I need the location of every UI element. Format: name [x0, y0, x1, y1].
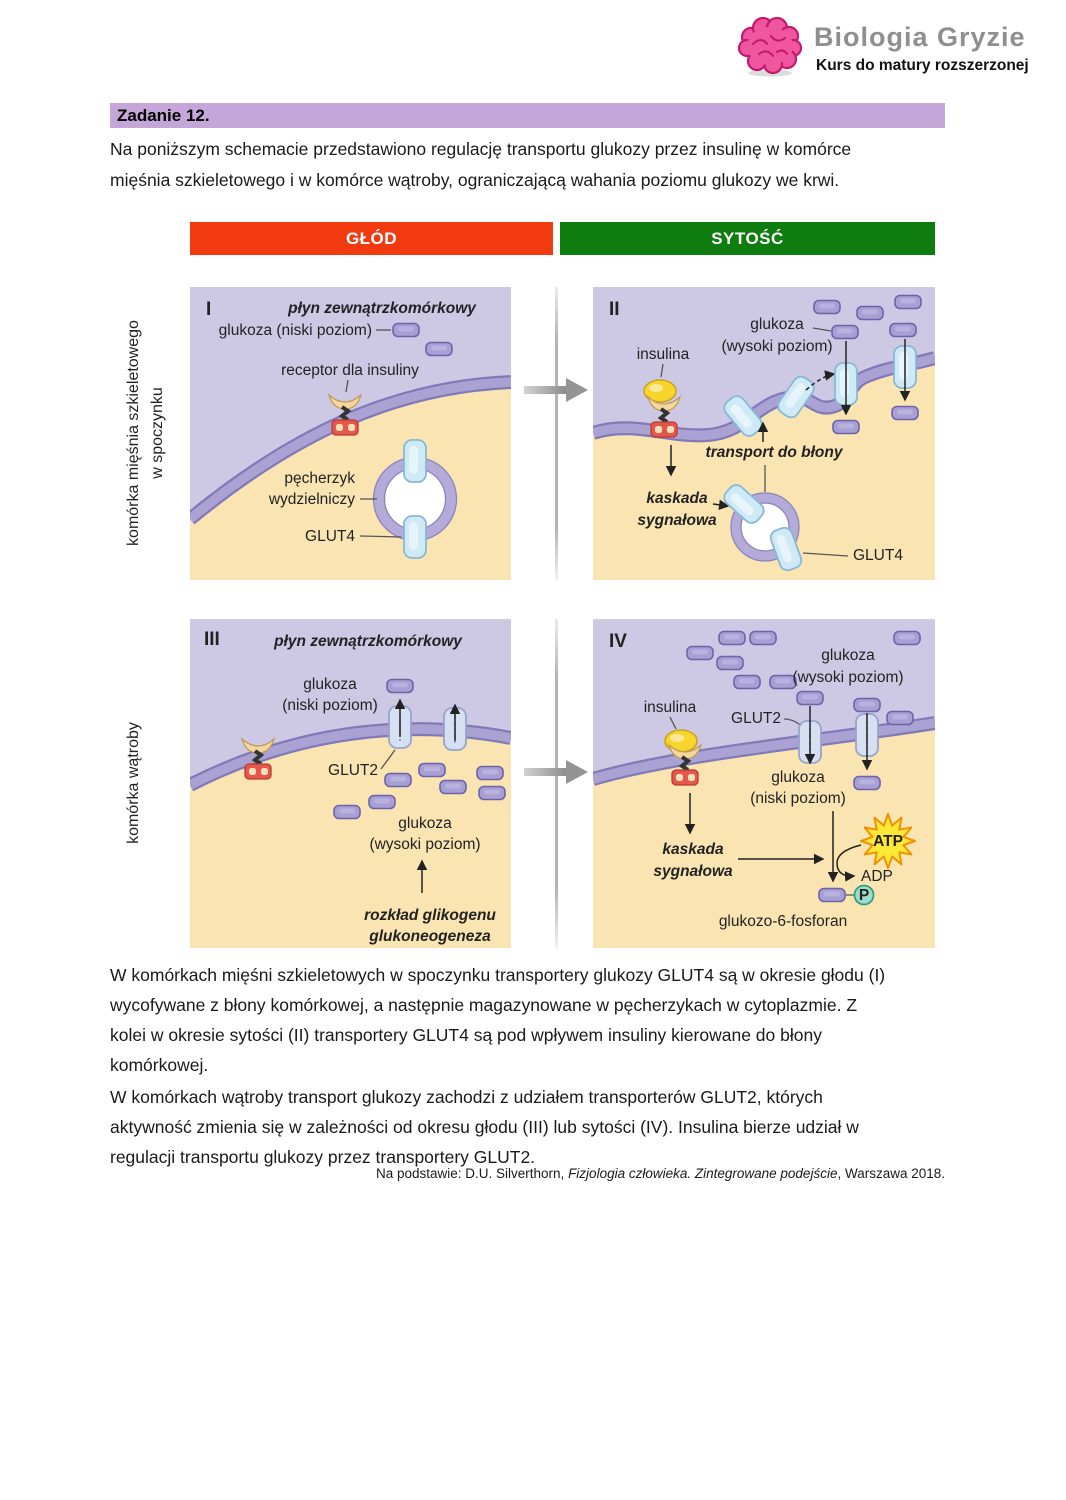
- source-title: Fizjologia człowieka. Zintegrowane podejście: [568, 1166, 838, 1181]
- glucose-molecule: [719, 632, 745, 645]
- glucose-molecule: [477, 767, 503, 780]
- panel2-cascade-1: kaskada: [646, 490, 708, 507]
- task-title-bar: [110, 103, 945, 128]
- panel1-extracellular-label: płyn zewnątrzkomórkowy: [288, 300, 476, 317]
- source-prefix: Na podstawie: D.U. Silverthorn,: [375, 1166, 569, 1181]
- panel1-vesicle-label-1: pęcherzyk: [284, 470, 355, 487]
- panel-1-muscle-fasting: [190, 287, 511, 580]
- fasting-label: GŁÓD: [345, 228, 398, 248]
- panel1-numeral: I: [206, 299, 212, 320]
- paragraph-liver: W komórkach wątroby transport glukozy zachodzi z udziałem transporterów GLUT2, których aktywność zmienia się w zależności od okresu głodu (III) lub sytości (IV). Insulina bierze udział w regulacji transportu glukozy przez transportery GLUT2.: [110, 1087, 859, 1167]
- glucose-molecule: [895, 296, 921, 309]
- panel4-glucose-low-2: (niski poziom): [750, 790, 846, 807]
- panel1-glucose-low-label: glukoza (niski poziom): [218, 322, 372, 339]
- glucose-molecule: [832, 326, 858, 339]
- panel-3-liver-fasting: [190, 619, 511, 948]
- column-header-fed: [560, 222, 935, 255]
- glucose-molecule: [857, 307, 883, 320]
- glucose-molecule: [854, 777, 880, 790]
- panel4-glut2-label: GLUT2: [731, 710, 781, 727]
- panel-2-muscle-fed: [593, 287, 935, 580]
- glucose-molecule: [894, 632, 920, 645]
- panel4-glucose-high-2: (wysoki poziom): [792, 669, 904, 686]
- panel2-glucose-label: glukoza: [750, 316, 804, 333]
- panel4-phosphate-label: P: [858, 887, 870, 904]
- column-header-fasting: [190, 222, 553, 255]
- panel3-glucose-low-1: glukoza: [303, 676, 357, 693]
- row-label-muscle-line1: komórka mięśnia szkieletowego: [125, 320, 142, 546]
- glucose-molecule: [687, 647, 713, 660]
- panel4-cascade-1: kaskada: [662, 841, 724, 858]
- panel4-glucose-low-1: glukoza: [771, 769, 825, 786]
- panel2-cascade-2: sygnałowa: [637, 512, 717, 529]
- transition-arrow-icon: [524, 759, 588, 785]
- panel4-atp-label: ATP: [873, 833, 903, 850]
- brand-title: Biologia Gryzie: [814, 22, 1026, 52]
- glucose-molecule: [797, 692, 823, 705]
- fed-label: SYTOŚĆ: [711, 228, 784, 248]
- glucose-molecule: [385, 774, 411, 787]
- panel2-numeral: II: [609, 299, 620, 320]
- task-title: Zadanie 12.: [117, 106, 210, 125]
- panel4-glucose-high-1: glukoza: [821, 647, 875, 664]
- glucose-molecule: [440, 781, 466, 794]
- panel3-process-1: rozkład glikogenu: [364, 907, 496, 924]
- panel3-glut2-label: GLUT2: [328, 762, 378, 779]
- intro-text: Na poniższym schemacie przedstawiono regulację transportu glukozy przez insulinę w komórce mięśnia szkieletowego i w komórce wątroby, ograniczającą wahania poziomu glukozy we krwi.: [110, 139, 852, 190]
- panel1-receptor-label: receptor dla insuliny: [281, 362, 419, 379]
- panel4-numeral: IV: [609, 631, 627, 652]
- glucose-molecule: [892, 407, 918, 420]
- glucose-molecule: [393, 324, 419, 337]
- panel4-adp-label: ADP: [861, 868, 893, 885]
- source-suffix: , Warszawa 2018.: [837, 1166, 945, 1181]
- panel3-numeral: III: [204, 629, 220, 650]
- panel2-insulin-label: insulina: [636, 346, 690, 363]
- glucose-molecule: [479, 787, 505, 800]
- panel4-g6p-label: glukozo-6-fosforan: [718, 913, 848, 930]
- glucose-molecule: [426, 343, 452, 356]
- glucose-molecule: [814, 301, 840, 314]
- panel3-process-2: glukoneogeneza: [369, 928, 491, 945]
- paragraph-muscle: W komórkach mięśni szkieletowych w spoczynku transportery glukozy GLUT4 są w okresie głodu (I) wycofywane z błony komórkowej, a następnie magazynowane w pęcherzykach w cytoplazmie. Z kolei w okresie sytości (II) transportery GLUT4 są pod wpływem insuliny kierowane do błony komórkowej.: [110, 965, 886, 1075]
- transition-arrow-icon: [524, 377, 588, 403]
- glut4-transporter: [404, 516, 426, 558]
- row-label-liver: komórka wątroby: [125, 722, 142, 844]
- glut4-transporter: [404, 440, 426, 482]
- glucose-molecule: [734, 676, 760, 689]
- panel-4-liver-fed: [593, 619, 935, 948]
- glucose-molecule: [369, 796, 395, 809]
- panel2-transport-label: transport do błony: [705, 444, 843, 461]
- glucose-molecule: [854, 699, 880, 712]
- panel3-glucose-high-2: (wysoki poziom): [369, 836, 481, 853]
- panel3-glucose-high-1: glukoza: [398, 815, 452, 832]
- source-citation: [110, 1166, 945, 1181]
- panel4-cascade-2: sygnałowa: [653, 863, 733, 880]
- panel1-glut4-label: GLUT4: [305, 528, 355, 545]
- glucose-molecule: [890, 324, 916, 337]
- brand-tagline: Kurs do matury rozszerzonej: [816, 57, 1029, 74]
- glucose-molecule: [419, 764, 445, 777]
- glucose-molecule: [833, 421, 859, 434]
- panel3-extracellular-label: płyn zewnątrzkomórkowy: [274, 633, 462, 650]
- brain-icon: [736, 14, 804, 78]
- panel2-glucose-level: (wysoki poziom): [721, 338, 833, 355]
- glucose-molecule: [887, 712, 913, 725]
- glucose-molecule: [387, 680, 413, 693]
- column-divider-top: [555, 287, 558, 580]
- glucose-molecule: [750, 632, 776, 645]
- panel3-glucose-low-2: (niski poziom): [282, 697, 378, 714]
- row-label-muscle-line2: w spoczynku: [149, 387, 166, 479]
- panel4-insulin-label: insulina: [643, 699, 697, 716]
- panel2-glut4-label: GLUT4: [853, 547, 903, 564]
- glucose-molecule: [717, 657, 743, 670]
- glucose-molecule: [334, 806, 360, 819]
- panel1-vesicle-label-2: wydzielniczy: [268, 491, 355, 508]
